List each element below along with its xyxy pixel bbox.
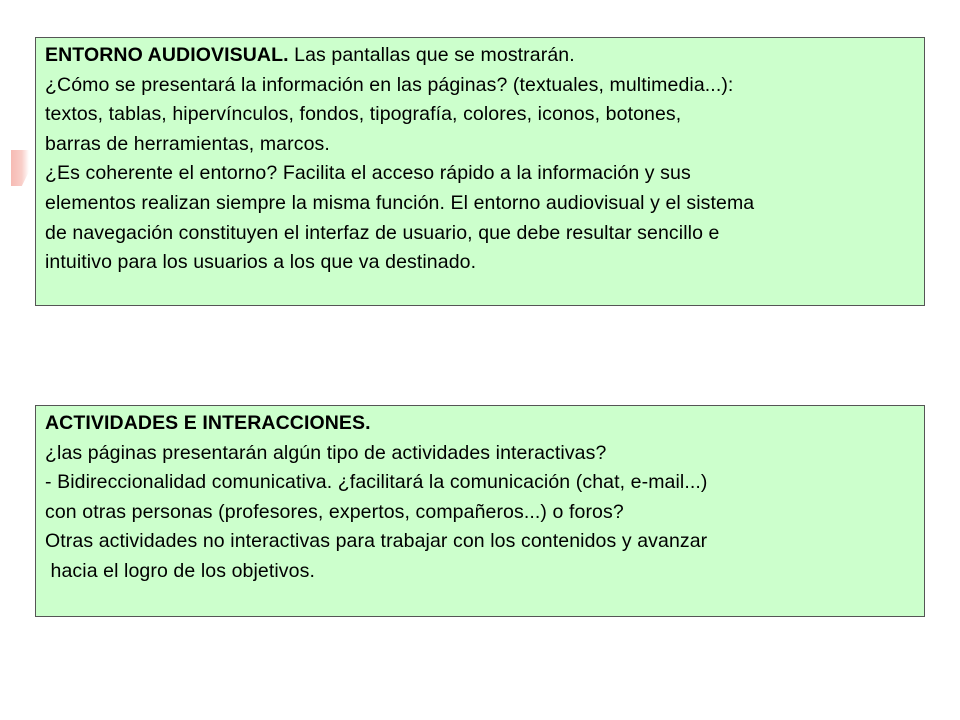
section1-line: textos, tablas, hipervínculos, fondos, tipografía, colores, iconos, botones,: [45, 103, 682, 126]
section2-line: ¿las páginas presentarán algún tipo de actividades interactivas?: [45, 441, 607, 464]
section1-line: barras de herramientas, marcos.: [45, 132, 330, 155]
decorative-accent-mark: [11, 150, 29, 186]
audiovisual-environment-box: [35, 37, 925, 306]
section2-line: - Bidireccionalidad comunicativa. ¿facilitará la comunicación (chat, e-mail...): [45, 471, 708, 494]
section1-line: ¿Es coherente el entorno? Facilita el acceso rápido a la información y sus: [45, 162, 691, 185]
section1-heading: ENTORNO AUDIOVISUAL.: [45, 44, 289, 66]
section1-heading-line: [45, 41, 915, 71]
section2-line: con otras personas (profesores, expertos, compañeros...) o foros?: [45, 500, 624, 523]
section2-line: hacia el logro de los objetivos.: [45, 559, 315, 582]
section2-line: Otras actividades no interactivas para trabajar con los contenidos y avanzar: [45, 530, 708, 553]
section2-heading: ACTIVIDADES E INTERACCIONES.: [45, 412, 371, 434]
section1-heading-rest: Las pantallas que se mostrarán.: [288, 44, 575, 66]
section1-line: intuitivo para los usuarios a los que va destinado.: [45, 251, 477, 274]
activities-interactions-box: [35, 405, 925, 617]
section1-line: ¿Cómo se presentará la información en las páginas? (textuales, multimedia...):: [45, 73, 734, 96]
section1-line: de navegación constituyen el interfaz de usuario, que debe resultar sencillo e: [45, 221, 720, 244]
section1-line: elementos realizan siempre la misma función. El entorno audiovisual y el sistema: [45, 191, 755, 214]
